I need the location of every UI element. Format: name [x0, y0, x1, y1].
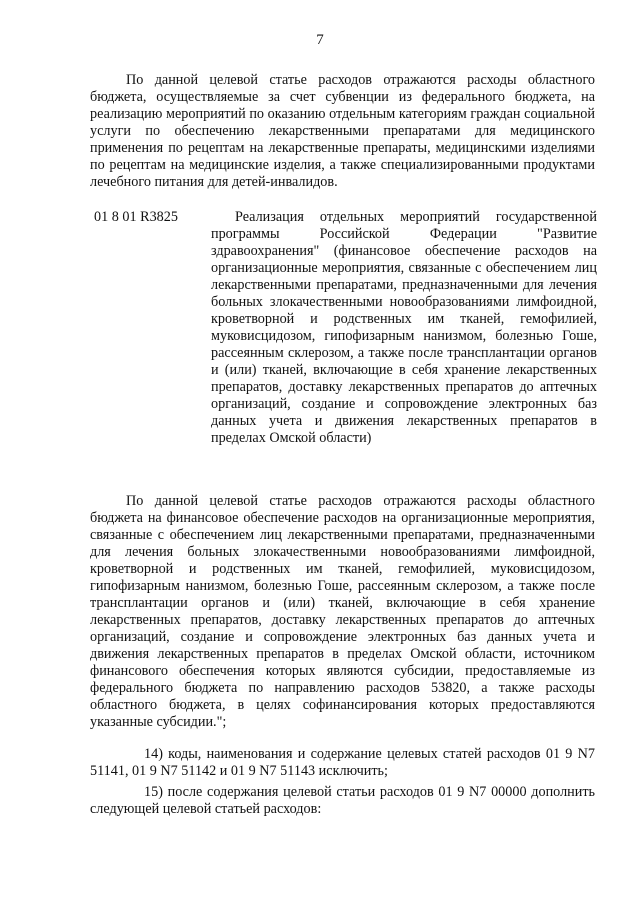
list-item-15: 15) после содержания целевой статьи расходов 01 9 N7 00000 дополнить следующей целевой статьей расходов: — [90, 784, 595, 817]
page-number: 7 — [316, 32, 324, 48]
paragraph-financing-expenses: По данной целевой статье расходов отражаются расходы областного бюджета на финансовое обеспечение расходов на организационные мероприятия, связанные с обеспечением лиц лекарственными препаратами, предназначенными для лечения больных злокачественными новообразованиями лимфоидной, кроветворной и родственных им тканей, гемофилией, муковисцидозом, гипофизарным нанизмом, болезнью Гоше, рассеянным склерозом, а также после трансплантации органов и (или) тканей, включающие в себя хранение лекарственных препаратов, доставку лекарственных препаратов до аптечных организаций, создание и сопровождение электронных баз данных учета и движения лекарственных препаратов в пределах Омской области, источником финансового обеспечения которых являются субсидии, предоставляемые из федерального бюджета по направлению расходов 53820, а также расходы областного бюджета, в целях софинансирования которых предоставляются указанные субсидии."; — [90, 493, 595, 730]
target-article-description: Реализация отдельных мероприятий государственной программы Российской Федерации "Развитие здравоохранения" (финансовое обеспечение расходов на организационные мероприятия, связанные с обеспечением лиц лекарственными препаратами, предназначенными для лечения больных злокачественными новообразованиями лимфоидной, кроветворной и родственных им тканей, гемофилией, муковисцидозом, гипофизарным нанизмом, болезнью Гоше, рассеянным склерозом, а также после трансплантации органов и (или) тканей, включающие в себя хранение лекарственных препаратов, доставку лекарственных препаратов до аптечных организаций, создание и сопровождение электронных баз данных учета и движения лекарственных препаратов в пределах Омской области) — [211, 209, 597, 446]
paragraph-subvention-expenses: По данной целевой статье расходов отражаются расходы областного бюджета, осуществляемые за счет субвенции из федерального бюджета, на реализацию мероприятий по оказанию отдельным категориям граждан социальной услуги по обеспечению лекарственными препаратами для медицинского применения по рецептам на лекарственные препараты, медицинскими изделиями по рецептам на медицинские изделия, а также специализированными продуктами лечебного питания для детей-инвалидов. — [90, 72, 595, 190]
list-item-14: 14) коды, наименования и содержание целевых статей расходов 01 9 N7 51141, 01 9 N7 51142 и 01 9 N7 51143 исключить; — [90, 746, 595, 779]
target-article-code: 01 8 01 R3825 — [94, 209, 178, 225]
